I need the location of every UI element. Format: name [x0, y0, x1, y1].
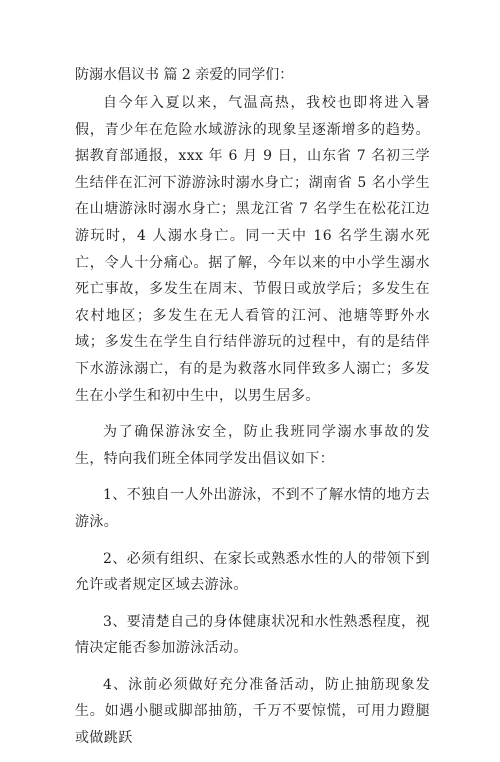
document-heading: 防溺水倡议书 篇 2 亲爱的同学们：: [75, 67, 294, 83]
paragraph-incident-summary: 自今年入夏以来，气温高热，我校也即将进入暑假，青少年在危险水域游泳的现象呈逐渐增多的趋势。据教育部通报，xxx 年 6 月 9 日，山东省 7 名初三学生结伴在汇河下游游泳时溺水身亡；湖南省 5 名小学生在山塘游泳时溺水身亡；黑龙江省 7 名学生在松花江边游玩时，4 人溺水身亡。同一天中 16 名学生溺水死亡，令人十分痛心。据了解，今年以来的中小学生溺水死亡事故，多发生在周末、节假日或放学后；多发生在农村地区；多发生在无人看管的江河、池塘等野外水域；多发生在学生自行结伴游玩的过程中，有的是结伴下水游泳溺亡，有的是为救落水同伴致多人溺亡；多发生在小学生和初中生中，以男生居多。: [75, 95, 430, 404]
paragraph-rule-1: 1、不独自一人外出游泳，不到不了解水情的地方去游泳。: [75, 487, 430, 530]
paragraph-proposal-intro: 为了确保游泳安全，防止我班同学溺水事故的发生，特向我们班全体同学发出倡议如下：: [75, 424, 430, 467]
document-page: [75, 62, 430, 762]
paragraph-rule-4: 4、泳前必须做好充分准备活动，防止抽筋现象发生。如遇小腿或脚部抽筋，千万不要惊慌，可用力蹬腿或做跳跃: [75, 676, 430, 747]
paragraph-rule-3: 3、要清楚自己的身体健康状况和水性熟悉程度，视情决定能否参加游泳活动。: [75, 613, 430, 657]
paragraph-rule-2: 2、必须有组织、在家长或熟悉水性的人的带领下到允许或者规定区域去游泳。: [75, 550, 430, 594]
